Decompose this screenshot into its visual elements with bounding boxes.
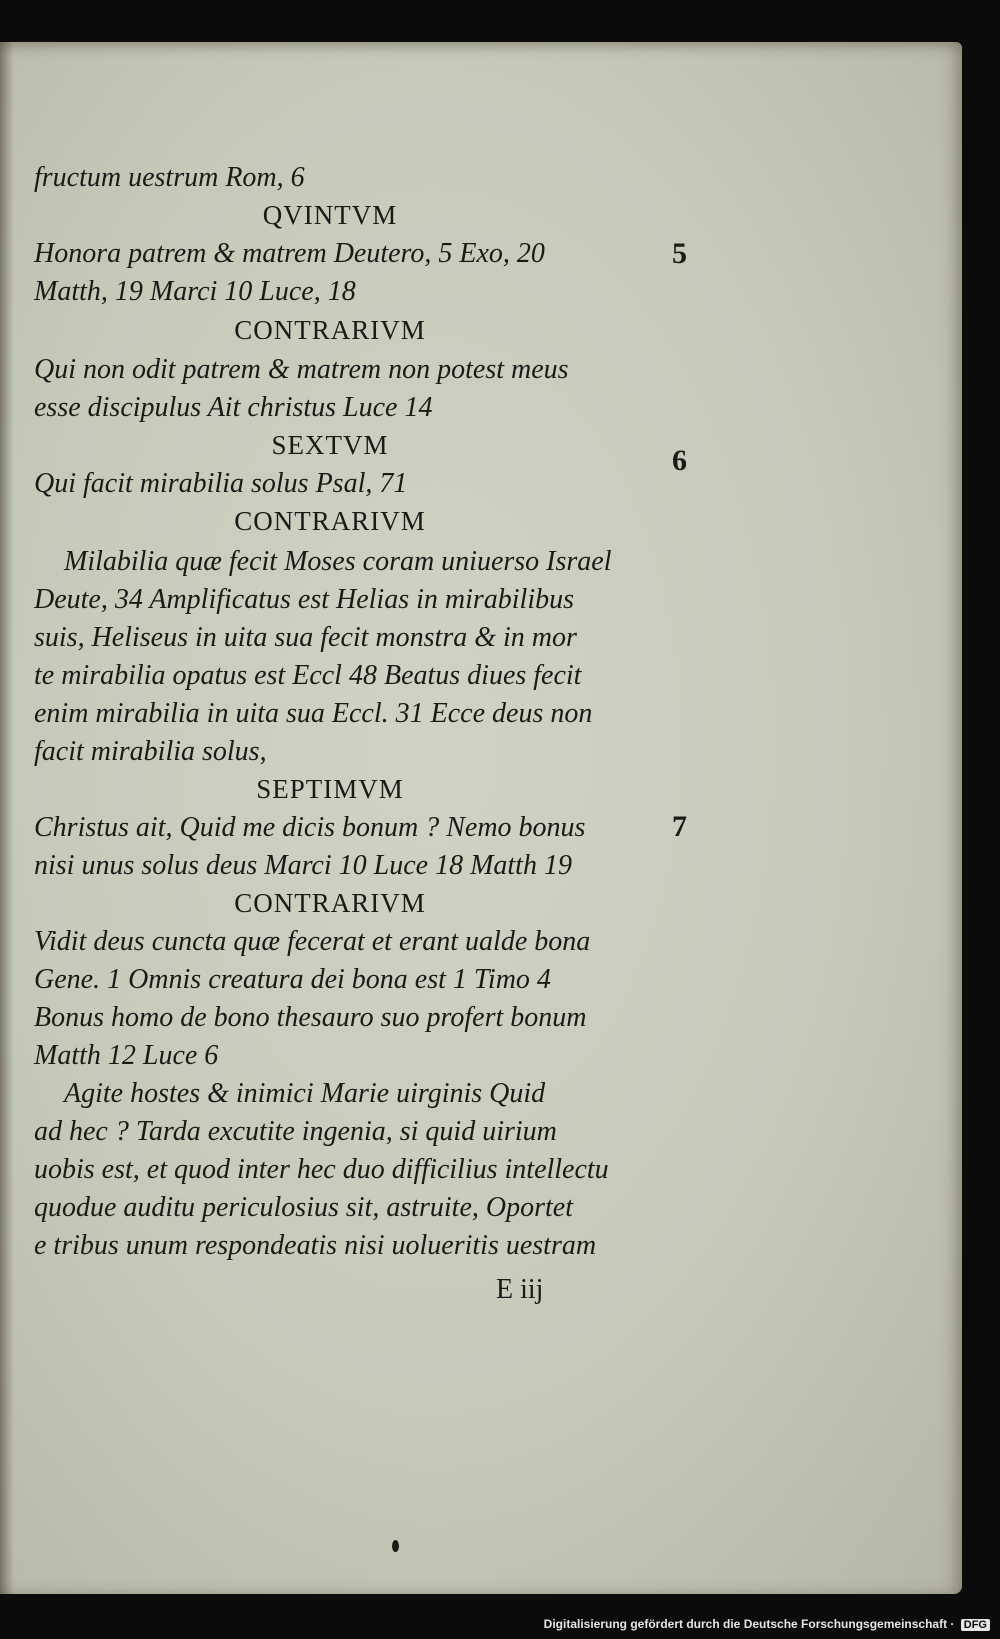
text-line: Agite hostes & inimici Marie uirginis Quid — [64, 1078, 546, 1109]
text-line: Qui non odit patrem & matrem non potest meus — [34, 354, 569, 385]
text-line: uobis est, et quod inter hec duo difficilius intellectu — [34, 1154, 609, 1185]
text-line: Bonus homo de bono thesauro suo profert bonum — [34, 1002, 587, 1033]
book-page — [0, 42, 962, 1594]
text-line: te mirabilia opatus est Eccl 48 Beatus diues fecit — [34, 660, 582, 691]
text-line: Matth 12 Luce 6 — [34, 1040, 219, 1071]
text-line: Gene. 1 Omnis creatura dei bona est 1 Timo 4 — [34, 964, 551, 995]
text-line: Qui facit mirabilia solus Psal, 71 — [34, 468, 408, 499]
text-line: Milabilia quæ fecit Moses coram uniuerso Israel — [64, 546, 612, 577]
dfg-logo: DFG — [961, 1619, 990, 1631]
section-heading-contrarium: CONTRARIVM — [234, 888, 426, 918]
text-line: Honora patrem & matrem Deutero, 5 Exo, 20 — [34, 238, 545, 269]
text-line: Matth, 19 Marci 10 Luce, 18 — [34, 276, 356, 307]
text-line: quodue auditu periculosius sit, astruite, Oportet — [34, 1192, 573, 1223]
text-line: nisi unus solus deus Marci 10 Luce 18 Matth 19 — [34, 850, 572, 881]
text-line: enim mirabilia in uita sua Eccl. 31 Ecce deus non — [34, 698, 593, 729]
section-heading-quintum: QVINTVM — [262, 200, 398, 230]
text-line: suis, Heliseus in uita sua fecit monstra & in mor — [34, 622, 577, 653]
text-line: esse discipulus Ait christus Luce 14 — [34, 392, 433, 423]
text-line: Deute, 34 Amplificatus est Helias in mirabilibus — [34, 584, 575, 615]
text-line: facit mirabilia solus, — [34, 736, 267, 767]
section-heading-contrarium: CONTRARIVM — [234, 506, 426, 536]
signature-mark: E iij — [496, 1274, 544, 1305]
text-line: e tribus unum respondeatis nisi uolueritis uestram — [34, 1230, 597, 1261]
section-heading-contrarium: CONTRARIVM — [234, 315, 426, 345]
credit-text: Digitalisierung gefördert durch die Deutsche Forschungsgemeinschaft — [543, 1617, 948, 1631]
text-line: Christus ait, Quid me dicis bonum ? Nemo bonus — [34, 812, 586, 843]
text-line: Vidit deus cuncta quæ fecerat et erant ualde bona — [34, 926, 591, 957]
section-heading-septimum: SEPTIMVM — [256, 774, 404, 804]
text-line: ad hec ? Tarda excutite ingenia, si quid uirium — [34, 1116, 557, 1147]
digitization-credit: Digitalisierung gefördert durch die Deutsche Forschungsgemeinschaft · DFG — [544, 1617, 990, 1631]
margin-number-7: 7 — [672, 810, 687, 843]
text-line: fructum uestrum Rom, 6 — [34, 162, 305, 193]
section-heading-sextum: SEXTVM — [271, 430, 389, 460]
margin-number-5: 5 — [672, 237, 687, 270]
ink-dot — [392, 1540, 399, 1552]
margin-number-6: 6 — [672, 444, 687, 477]
